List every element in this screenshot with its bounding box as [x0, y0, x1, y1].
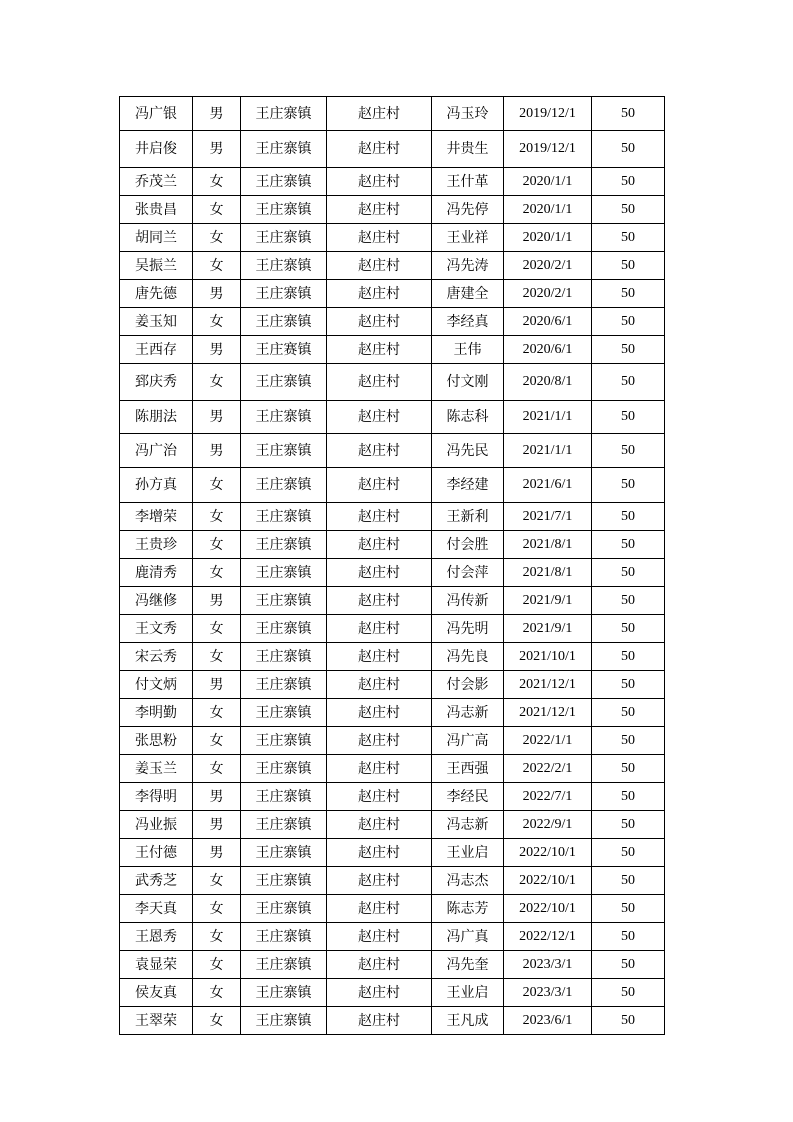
cell-village: 赵庄村: [327, 503, 432, 531]
cell-relative: 冯先良: [432, 643, 504, 671]
cell-gender: 男: [193, 401, 241, 434]
cell-village: 赵庄村: [327, 671, 432, 699]
cell-village: 赵庄村: [327, 336, 432, 364]
cell-amount: 50: [592, 727, 665, 755]
cell-amount: 50: [592, 643, 665, 671]
table-row: [120, 783, 665, 811]
cell-town: 王庄寨镇: [241, 643, 327, 671]
cell-relative: 唐建全: [432, 280, 504, 308]
cell-date: 2020/2/1: [504, 280, 592, 308]
cell-relative: 王业祥: [432, 224, 504, 252]
cell-town: 王庄寨镇: [241, 895, 327, 923]
cell-date: 2020/1/1: [504, 224, 592, 252]
cell-village: 赵庄村: [327, 727, 432, 755]
cell-relative: 冯先停: [432, 196, 504, 224]
cell-date: 2022/10/1: [504, 895, 592, 923]
cell-town: 王庄寨镇: [241, 811, 327, 839]
cell-gender: 男: [193, 839, 241, 867]
cell-town: 王庄寨镇: [241, 168, 327, 196]
cell-village: 赵庄村: [327, 97, 432, 131]
cell-relative: 付会萍: [432, 559, 504, 587]
cell-relative: 王新利: [432, 503, 504, 531]
cell-gender: 男: [193, 587, 241, 615]
cell-name: 李明勤: [120, 699, 193, 727]
cell-date: 2023/3/1: [504, 979, 592, 1007]
cell-name: 王恩秀: [120, 923, 193, 951]
table-row: [120, 168, 665, 196]
table-row: [120, 531, 665, 559]
table-row: [120, 587, 665, 615]
cell-gender: 男: [193, 811, 241, 839]
table-row: [120, 671, 665, 699]
cell-date: 2019/12/1: [504, 131, 592, 168]
table-row: [120, 615, 665, 643]
cell-amount: 50: [592, 615, 665, 643]
cell-relative: 冯志新: [432, 811, 504, 839]
cell-amount: 50: [592, 951, 665, 979]
cell-date: 2021/8/1: [504, 559, 592, 587]
cell-gender: 男: [193, 783, 241, 811]
cell-date: 2021/9/1: [504, 587, 592, 615]
table-row: [120, 336, 665, 364]
cell-name: 陈朋法: [120, 401, 193, 434]
table-row: [120, 895, 665, 923]
cell-town: 王庄寨镇: [241, 468, 327, 503]
cell-village: 赵庄村: [327, 434, 432, 468]
cell-relative: 冯先奎: [432, 951, 504, 979]
cell-name: 姜玉知: [120, 308, 193, 336]
cell-amount: 50: [592, 923, 665, 951]
cell-village: 赵庄村: [327, 923, 432, 951]
table-row: [120, 131, 665, 168]
cell-amount: 50: [592, 531, 665, 559]
cell-name: 冯广治: [120, 434, 193, 468]
cell-village: 赵庄村: [327, 224, 432, 252]
cell-date: 2022/10/1: [504, 867, 592, 895]
cell-date: 2021/10/1: [504, 643, 592, 671]
cell-relative: 陈志科: [432, 401, 504, 434]
cell-village: 赵庄村: [327, 699, 432, 727]
cell-town: 王庄赛镇: [241, 336, 327, 364]
cell-date: 2020/6/1: [504, 308, 592, 336]
cell-amount: 50: [592, 336, 665, 364]
cell-name: 李天真: [120, 895, 193, 923]
cell-date: 2022/10/1: [504, 839, 592, 867]
cell-gender: 女: [193, 699, 241, 727]
cell-town: 王庄寨镇: [241, 224, 327, 252]
cell-amount: 50: [592, 131, 665, 168]
cell-amount: 50: [592, 699, 665, 727]
table-row: [120, 559, 665, 587]
cell-date: 2021/1/1: [504, 434, 592, 468]
cell-name: 李得明: [120, 783, 193, 811]
cell-name: 姜玉兰: [120, 755, 193, 783]
cell-name: 袁显荣: [120, 951, 193, 979]
cell-date: 2020/1/1: [504, 196, 592, 224]
cell-village: 赵庄村: [327, 839, 432, 867]
cell-amount: 50: [592, 671, 665, 699]
table-row: [120, 196, 665, 224]
cell-amount: 50: [592, 811, 665, 839]
cell-date: 2019/12/1: [504, 97, 592, 131]
table-row: [120, 308, 665, 336]
cell-date: 2020/8/1: [504, 364, 592, 401]
table-row: [120, 252, 665, 280]
cell-date: 2023/3/1: [504, 951, 592, 979]
cell-village: 赵庄村: [327, 196, 432, 224]
cell-town: 王庄寨镇: [241, 587, 327, 615]
cell-relative: 冯先明: [432, 615, 504, 643]
cell-village: 赵庄村: [327, 131, 432, 168]
cell-relative: 李经建: [432, 468, 504, 503]
cell-gender: 男: [193, 280, 241, 308]
cell-gender: 女: [193, 364, 241, 401]
cell-relative: 冯广高: [432, 727, 504, 755]
cell-date: 2021/7/1: [504, 503, 592, 531]
cell-date: 2022/7/1: [504, 783, 592, 811]
cell-village: 赵庄村: [327, 643, 432, 671]
cell-date: 2021/12/1: [504, 699, 592, 727]
cell-name: 胡同兰: [120, 224, 193, 252]
cell-town: 王庄寨镇: [241, 979, 327, 1007]
cell-gender: 男: [193, 671, 241, 699]
cell-relative: 付会影: [432, 671, 504, 699]
cell-relative: 冯传新: [432, 587, 504, 615]
cell-amount: 50: [592, 252, 665, 280]
cell-name: 井启俊: [120, 131, 193, 168]
cell-town: 王庄寨镇: [241, 951, 327, 979]
cell-name: 王翠荣: [120, 1007, 193, 1035]
cell-amount: 50: [592, 468, 665, 503]
cell-gender: 女: [193, 468, 241, 503]
cell-town: 王庄寨镇: [241, 252, 327, 280]
cell-village: 赵庄村: [327, 867, 432, 895]
cell-name: 冯业振: [120, 811, 193, 839]
cell-amount: 50: [592, 97, 665, 131]
cell-town: 王庄寨镇: [241, 699, 327, 727]
cell-relative: 王西强: [432, 755, 504, 783]
cell-town: 王庄寨镇: [241, 615, 327, 643]
cell-village: 赵庄村: [327, 755, 432, 783]
cell-amount: 50: [592, 364, 665, 401]
cell-date: 2023/6/1: [504, 1007, 592, 1035]
cell-gender: 女: [193, 755, 241, 783]
cell-town: 王庄寨镇: [241, 783, 327, 811]
cell-relative: 王伟: [432, 336, 504, 364]
cell-town: 王庄寨镇: [241, 923, 327, 951]
cell-name: 张贵昌: [120, 196, 193, 224]
cell-gender: 男: [193, 131, 241, 168]
cell-amount: 50: [592, 280, 665, 308]
table-row: [120, 224, 665, 252]
cell-name: 郅庆秀: [120, 364, 193, 401]
cell-gender: 女: [193, 1007, 241, 1035]
cell-town: 王庄寨镇: [241, 755, 327, 783]
table-row: [120, 643, 665, 671]
cell-village: 赵庄村: [327, 280, 432, 308]
cell-relative: 冯志杰: [432, 867, 504, 895]
table-row: [120, 727, 665, 755]
cell-town: 王庄寨镇: [241, 434, 327, 468]
cell-amount: 50: [592, 196, 665, 224]
cell-name: 宋云秀: [120, 643, 193, 671]
cell-gender: 女: [193, 923, 241, 951]
cell-relative: 冯先民: [432, 434, 504, 468]
cell-name: 王贵珍: [120, 531, 193, 559]
table-row: [120, 503, 665, 531]
cell-relative: 付文刚: [432, 364, 504, 401]
table-row: [120, 867, 665, 895]
cell-gender: 女: [193, 559, 241, 587]
cell-amount: 50: [592, 401, 665, 434]
cell-relative: 冯志新: [432, 699, 504, 727]
cell-town: 王庄寨镇: [241, 867, 327, 895]
cell-name: 孙方真: [120, 468, 193, 503]
cell-relative: 冯玉玲: [432, 97, 504, 131]
cell-amount: 50: [592, 224, 665, 252]
cell-amount: 50: [592, 503, 665, 531]
cell-gender: 男: [193, 434, 241, 468]
cell-date: 2022/9/1: [504, 811, 592, 839]
cell-name: 付文炳: [120, 671, 193, 699]
table-body: [120, 97, 665, 1035]
cell-name: 冯广银: [120, 97, 193, 131]
table-row: [120, 979, 665, 1007]
cell-name: 吴振兰: [120, 252, 193, 280]
cell-relative: 李经真: [432, 308, 504, 336]
cell-gender: 女: [193, 895, 241, 923]
cell-village: 赵庄村: [327, 308, 432, 336]
cell-amount: 50: [592, 979, 665, 1007]
cell-gender: 女: [193, 727, 241, 755]
cell-village: 赵庄村: [327, 587, 432, 615]
cell-village: 赵庄村: [327, 979, 432, 1007]
cell-town: 王庄寨镇: [241, 364, 327, 401]
cell-name: 乔茂兰: [120, 168, 193, 196]
cell-village: 赵庄村: [327, 559, 432, 587]
cell-amount: 50: [592, 895, 665, 923]
cell-amount: 50: [592, 434, 665, 468]
cell-relative: 陈志芳: [432, 895, 504, 923]
cell-town: 王庄寨镇: [241, 839, 327, 867]
cell-name: 武秀芝: [120, 867, 193, 895]
cell-town: 王庄寨镇: [241, 196, 327, 224]
cell-name: 鹿清秀: [120, 559, 193, 587]
cell-town: 王庄寨镇: [241, 559, 327, 587]
table-row: [120, 951, 665, 979]
cell-village: 赵庄村: [327, 895, 432, 923]
cell-name: 唐先德: [120, 280, 193, 308]
cell-gender: 女: [193, 168, 241, 196]
cell-relative: 王什革: [432, 168, 504, 196]
cell-town: 王庄寨镇: [241, 503, 327, 531]
cell-date: 2022/2/1: [504, 755, 592, 783]
cell-village: 赵庄村: [327, 811, 432, 839]
cell-town: 王庄寨镇: [241, 308, 327, 336]
cell-amount: 50: [592, 783, 665, 811]
cell-amount: 50: [592, 1007, 665, 1035]
cell-gender: 男: [193, 97, 241, 131]
cell-town: 王庄寨镇: [241, 727, 327, 755]
cell-amount: 50: [592, 308, 665, 336]
table-row: [120, 755, 665, 783]
table-row: [120, 699, 665, 727]
cell-date: 2022/12/1: [504, 923, 592, 951]
cell-amount: 50: [592, 168, 665, 196]
cell-date: 2021/8/1: [504, 531, 592, 559]
cell-amount: 50: [592, 559, 665, 587]
cell-village: 赵庄村: [327, 401, 432, 434]
cell-name: 李增荣: [120, 503, 193, 531]
cell-name: 王付德: [120, 839, 193, 867]
cell-gender: 女: [193, 867, 241, 895]
cell-relative: 王业启: [432, 839, 504, 867]
cell-date: 2021/9/1: [504, 615, 592, 643]
cell-date: 2021/1/1: [504, 401, 592, 434]
cell-relative: 王业启: [432, 979, 504, 1007]
cell-gender: 女: [193, 308, 241, 336]
cell-gender: 女: [193, 615, 241, 643]
cell-date: 2021/6/1: [504, 468, 592, 503]
cell-town: 王庄寨镇: [241, 1007, 327, 1035]
cell-amount: 50: [592, 867, 665, 895]
table-row: [120, 811, 665, 839]
cell-gender: 女: [193, 252, 241, 280]
cell-relative: 井贵生: [432, 131, 504, 168]
cell-amount: 50: [592, 839, 665, 867]
table-row: [120, 1007, 665, 1035]
cell-town: 王庄寨镇: [241, 97, 327, 131]
cell-gender: 男: [193, 336, 241, 364]
cell-date: 2022/1/1: [504, 727, 592, 755]
cell-village: 赵庄村: [327, 783, 432, 811]
cell-gender: 女: [193, 503, 241, 531]
cell-town: 王庄寨镇: [241, 280, 327, 308]
cell-name: 冯继修: [120, 587, 193, 615]
cell-gender: 女: [193, 531, 241, 559]
cell-amount: 50: [592, 587, 665, 615]
table-row: [120, 401, 665, 434]
cell-name: 王西存: [120, 336, 193, 364]
cell-relative: 王凡成: [432, 1007, 504, 1035]
cell-town: 王庄寨镇: [241, 671, 327, 699]
cell-village: 赵庄村: [327, 531, 432, 559]
table-row: [120, 97, 665, 131]
cell-village: 赵庄村: [327, 468, 432, 503]
cell-relative: 李经民: [432, 783, 504, 811]
cell-village: 赵庄村: [327, 252, 432, 280]
cell-town: 王庄寨镇: [241, 531, 327, 559]
cell-date: 2020/6/1: [504, 336, 592, 364]
cell-gender: 女: [193, 951, 241, 979]
table-row: [120, 434, 665, 468]
cell-gender: 女: [193, 224, 241, 252]
table-row: [120, 839, 665, 867]
cell-relative: 付会胜: [432, 531, 504, 559]
cell-name: 王文秀: [120, 615, 193, 643]
cell-town: 王庄寨镇: [241, 401, 327, 434]
cell-town: 王庄寨镇: [241, 131, 327, 168]
cell-gender: 女: [193, 643, 241, 671]
cell-gender: 女: [193, 196, 241, 224]
table-row: [120, 468, 665, 503]
table-row: [120, 364, 665, 401]
cell-name: 侯友真: [120, 979, 193, 1007]
cell-village: 赵庄村: [327, 168, 432, 196]
cell-village: 赵庄村: [327, 1007, 432, 1035]
table-row: [120, 923, 665, 951]
records-table: [119, 96, 665, 1035]
cell-date: 2020/1/1: [504, 168, 592, 196]
cell-date: 2021/12/1: [504, 671, 592, 699]
cell-village: 赵庄村: [327, 951, 432, 979]
cell-relative: 冯先涛: [432, 252, 504, 280]
cell-relative: 冯广真: [432, 923, 504, 951]
cell-amount: 50: [592, 755, 665, 783]
cell-date: 2020/2/1: [504, 252, 592, 280]
cell-village: 赵庄村: [327, 364, 432, 401]
table-row: [120, 280, 665, 308]
cell-village: 赵庄村: [327, 615, 432, 643]
cell-gender: 女: [193, 979, 241, 1007]
cell-name: 张思粉: [120, 727, 193, 755]
